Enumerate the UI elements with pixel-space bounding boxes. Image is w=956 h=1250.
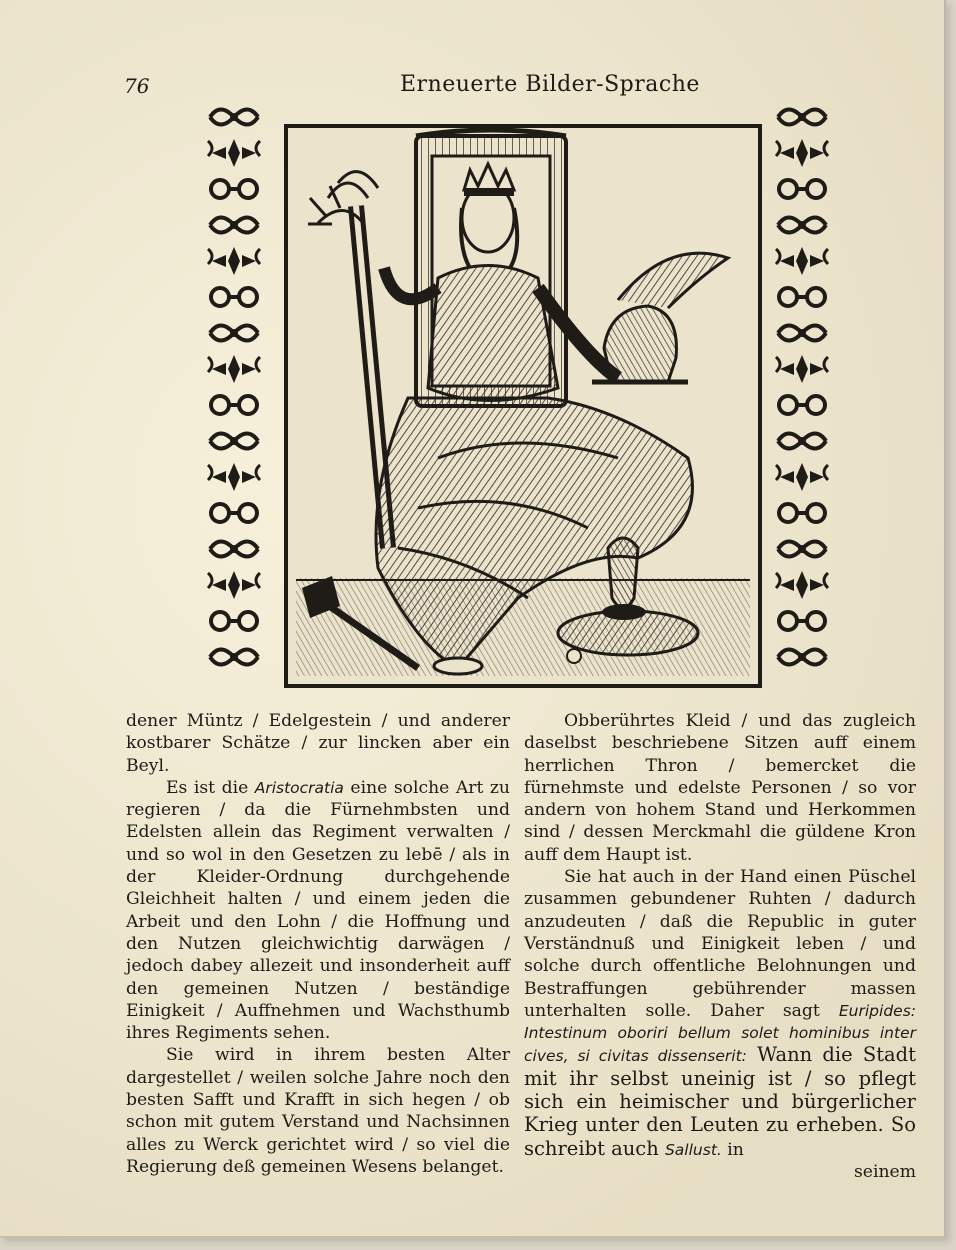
- left-text-column: [126, 710, 510, 1178]
- ornament-tile-icon: [196, 208, 272, 242]
- paragraph-in: in: [721, 1139, 744, 1160]
- ornament-tile-icon: [196, 424, 272, 458]
- paragraph-translation: Wann die Stadt mit ihr selbst uneinig ist / so pflegt sich ein heimischer und bürgerlicher Krieg unter den Leuten zu erheben. So schreibt auch: [524, 1043, 916, 1160]
- ornament-tile-icon: [196, 640, 272, 674]
- ornament-tile-icon: [770, 532, 834, 566]
- right-ornament-border: [770, 100, 834, 682]
- ornament-tile-icon: [196, 172, 272, 206]
- paragraph-age: Sie wird in ihrem besten Alter dargestellet / weilen solche Jahre noch den besten Safft und Krafft in sich hegen / ob schon mit gutem Verstand und Nachsinnen alles zu Werck gerichtet wird / so viel die Regierung deß gemeinen Wesens belanget.: [126, 1045, 510, 1177]
- paragraph-rods: [524, 866, 916, 1161]
- ornament-tile-icon: [196, 460, 272, 494]
- ornament-tile-icon: [770, 100, 834, 134]
- ornament-tile-icon: [196, 388, 272, 422]
- ornament-tile-icon: [196, 352, 272, 386]
- ornament-tile-icon: [770, 280, 834, 314]
- ornament-tile-icon: [196, 100, 272, 134]
- ornament-tile-icon: [770, 496, 834, 530]
- paragraph-continuation: dener Müntz / Edelgestein / und anderer kostbarer Schätze / zur lincken aber ein Beyl.: [126, 711, 510, 776]
- ornament-tile-icon: [770, 316, 834, 350]
- ornament-tile-icon: [770, 244, 834, 278]
- catchword: seinem: [853, 1161, 916, 1182]
- ornament-tile-icon: [770, 604, 834, 638]
- running-title: Erneuerte Bilder-Sprache: [400, 72, 700, 97]
- term-sallust: Sallust.: [664, 1140, 722, 1159]
- ornament-tile-icon: [770, 568, 834, 602]
- ornament-tile-icon: [770, 352, 834, 386]
- ornament-tile-icon: [770, 460, 834, 494]
- ornament-tile-icon: [196, 568, 272, 602]
- paragraph-rods-body: Sie hat auch in der Hand einen Püschel zusammen gebundener Ruhten / dadurch anzudeuten / daß die Republic in guter Verständnuß und Einigkeit leben / und solche durch offentliche Belohnungen und Bestraffungen gebührender massen unterhalten solle. Daher sagt: [524, 867, 916, 1021]
- ornament-tile-icon: [196, 136, 272, 170]
- woodcut-illustration: [284, 124, 762, 688]
- term-aristocratia: Aristocratia: [254, 778, 344, 797]
- ornament-tile-icon: [196, 532, 272, 566]
- quote-euripides: Euripides: Intestinum oboriri bellum solet hominibus inter cives, si civitas dissenserit:: [524, 1001, 916, 1066]
- paragraph-aristocratia: [126, 777, 510, 1045]
- ornament-tile-icon: [196, 496, 272, 530]
- ornament-tile-icon: [770, 640, 834, 674]
- left-ornament-border: [196, 100, 272, 678]
- ornament-tile-icon: [770, 424, 834, 458]
- ornament-tile-icon: [196, 280, 272, 314]
- paragraph-throne: Obberührtes Kleid / und das zugleich daselbst beschriebene Sitzen auff einem herrlichen Thron / bemercket die fürnehmste und edelste Personen / so vor andern von hohem Stand und Herkommen sind / dessen Merckmahl die güldene Kron auff dem Haupt ist.: [524, 711, 916, 865]
- paragraph-aristocratia-start: Es ist die: [166, 777, 255, 798]
- paragraph-aristocratia-body: eine solche Art zu regieren / da die Fürnehmbsten und Edelsten allein das Regiment verwalten / und so wol in den Gesetzen zu lebē / als in der Kleider-Ordnung durchgehende Gleichheit halten / und einem jeden die Arbeit und den Lohn / die Hoffnung und den Nutzen gleichwichtig darwägen / jedoch dabey allezeit und insonderheit auff den gemeinen Nutzen / beständige Einigkeit / Auffnehmen und Wachsthumb ihres Regiments sehen.: [126, 777, 510, 1044]
- right-text-column: [524, 710, 916, 1183]
- page-number: 76: [124, 74, 150, 98]
- ornament-tile-icon: [770, 208, 834, 242]
- ornament-tile-icon: [196, 316, 272, 350]
- seated-crowned-woman-icon: [288, 128, 758, 684]
- ornament-tile-icon: [770, 136, 834, 170]
- ornament-tile-icon: [196, 244, 272, 278]
- ornament-tile-icon: [196, 604, 272, 638]
- ornament-tile-icon: [770, 172, 834, 206]
- ornament-tile-icon: [770, 388, 834, 422]
